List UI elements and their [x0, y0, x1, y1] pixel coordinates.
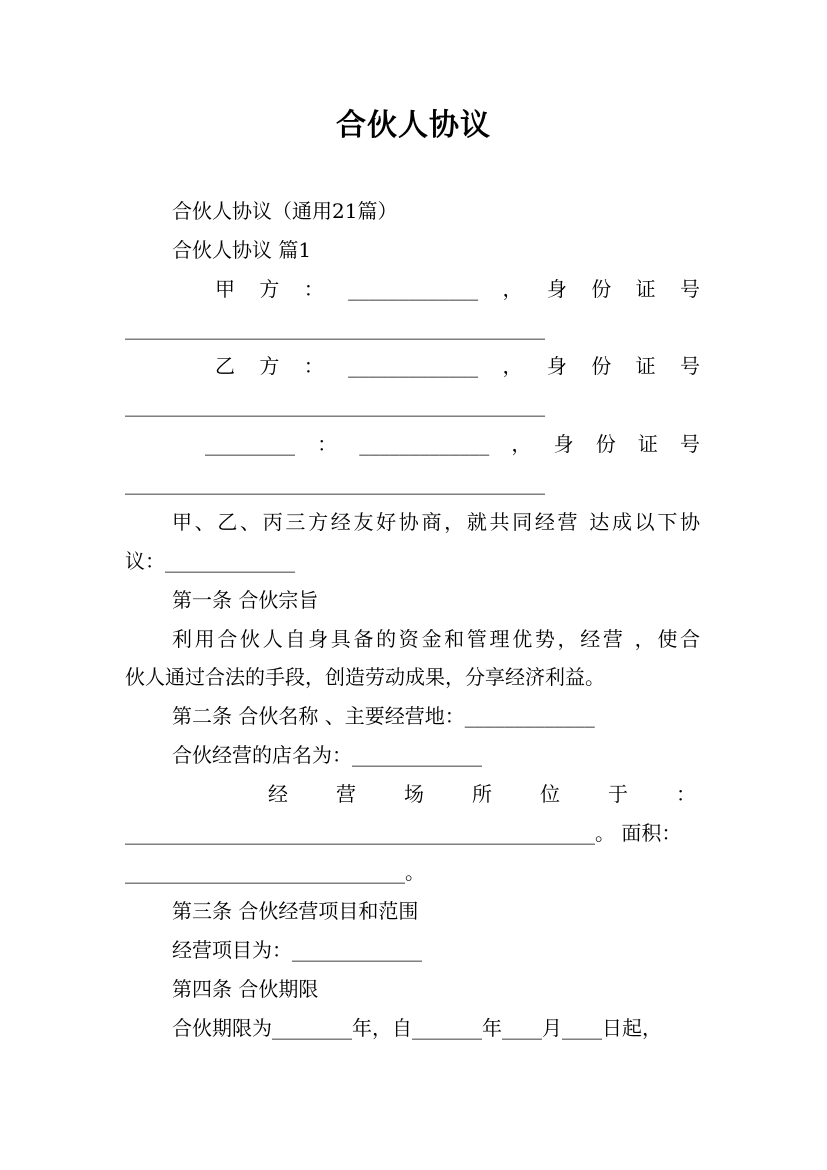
article-2-store-name: 合伙经营的店名为：_____________ [172, 743, 482, 767]
party-yi-text: 乙方：_____________，身份证号 [215, 354, 700, 378]
article-2-area-line: ____________________________。 [125, 860, 425, 884]
id-number-line-1: __________________________________________ [125, 316, 545, 340]
article-2-location-line: _______________________________________________。 面积： [125, 821, 682, 845]
intro-text-1: 甲、乙、丙三方经友好协商，就共同经营 达成以下协 [172, 510, 700, 534]
id-number-line-2: __________________________________________ [125, 393, 545, 417]
article-1-line-1 [172, 626, 700, 652]
party-jia-text: 甲方：_____________，身份证号 [215, 277, 700, 301]
party-yi-line [215, 353, 700, 379]
id-number-line-3: __________________________________________ [125, 471, 545, 495]
article-4-heading: 第四条 合伙期限 [172, 977, 319, 1001]
location-label-text: 经营场所位于： [268, 782, 696, 806]
party-jia-line [215, 276, 700, 302]
article-4-line-1: 合伙期限为________年，自_______年____月____日起， [172, 1016, 662, 1040]
article-1-text-1: 利用合伙人自身具备的资金和管理优势，经营 ，使合 [172, 627, 700, 651]
article-3-items: 经营项目为：_____________ [172, 938, 422, 962]
intro-paragraph-line-2: 议：_____________ [125, 549, 295, 573]
party-third-line [205, 431, 700, 457]
article-2-heading: 第二条 合伙名称 、主要经营地：_____________ [172, 704, 595, 728]
document-subtitle: 合伙人协议（通用21篇） [172, 199, 398, 223]
article-2-location-label [268, 781, 696, 807]
party-third-text: _________：_____________，身份证号 [205, 432, 700, 456]
article-1-line-2: 伙人通过合法的手段，创造劳动成果，分享经济利益。 [125, 665, 605, 689]
section-heading: 合伙人协议 篇1 [172, 238, 312, 262]
article-1-heading: 第一条 合伙宗旨 [172, 588, 319, 612]
article-3-heading: 第三条 合伙经营项目和范围 [172, 899, 419, 923]
intro-paragraph-line-1 [172, 509, 700, 535]
document-title: 合伙人协议 [336, 108, 491, 143]
